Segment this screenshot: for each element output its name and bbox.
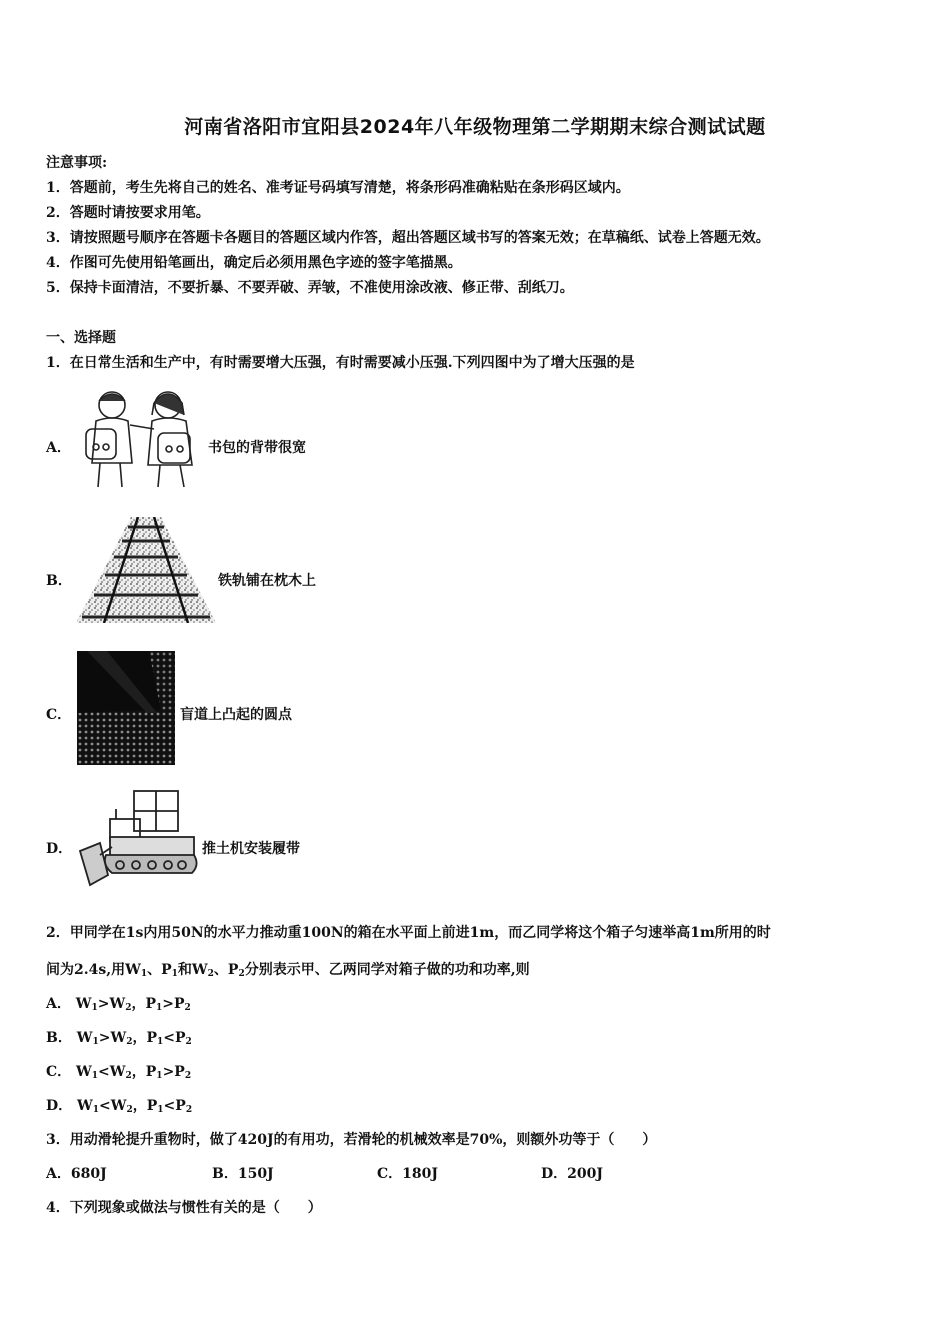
q1-option-d-text: 推土机安装履带 bbox=[202, 841, 300, 857]
relation: > bbox=[162, 1064, 175, 1080]
option-label: B． bbox=[46, 1030, 72, 1046]
symbol: W bbox=[76, 1064, 92, 1080]
option-label: C． bbox=[46, 1064, 72, 1080]
railway-track-image bbox=[76, 517, 216, 623]
section-heading: 一、选择题 bbox=[46, 330, 116, 346]
q2-option-c bbox=[46, 1061, 191, 1081]
q4-stem: 4．下列现象或做法与惯性有关的是（ ） bbox=[46, 1200, 322, 1216]
symbol: W bbox=[76, 1030, 93, 1046]
q2-stem-line-2 bbox=[46, 959, 530, 979]
symbol: P bbox=[146, 1098, 158, 1114]
subscript: 1 bbox=[171, 969, 178, 979]
subscript: 2 bbox=[207, 969, 214, 979]
q1-option-a-text: 书包的背带很宽 bbox=[208, 440, 306, 456]
q1-option-c-text: 盲道上凸起的圆点 bbox=[180, 707, 292, 723]
notice-item-1: 1．答题前，考生先将自己的姓名、准考证号码填写清楚，将条形码准确粘贴在条形码区域内。 bbox=[46, 180, 630, 196]
subscript: 1 bbox=[156, 1071, 163, 1081]
subscript: 1 bbox=[157, 1105, 164, 1115]
symbol: W bbox=[109, 996, 126, 1012]
separator: ， bbox=[132, 1030, 147, 1046]
q2-stem-part: 分别表示甲、乙两同学对箱子做的功和功率,则 bbox=[244, 962, 530, 978]
subscript: 2 bbox=[185, 1037, 192, 1047]
notice-heading: 注意事项: bbox=[46, 155, 108, 171]
q3-option-b: B．150J bbox=[212, 1166, 274, 1182]
q2-stem-line-1: 2．甲同学在1s内用50N的水平力推动重100N的箱在水平面上前进1m，而乙同学将这个箱子匀速举高1m所用的时 bbox=[46, 925, 771, 941]
relation: > bbox=[97, 996, 110, 1012]
subscript: 2 bbox=[184, 1003, 191, 1013]
subscript: 2 bbox=[126, 1105, 133, 1115]
q1-option-b-text: 铁轨铺在枕木上 bbox=[218, 573, 316, 589]
subscript: 2 bbox=[125, 1003, 132, 1013]
subscript: 2 bbox=[185, 1105, 193, 1115]
notice-item-4: 4．作图可先使用铅笔画出，确定后必须用黑色字迹的签字笔描黑。 bbox=[46, 255, 462, 271]
symbol: W bbox=[75, 996, 92, 1012]
relation: < bbox=[163, 1030, 175, 1046]
q2-stem-part: 和W bbox=[177, 962, 208, 978]
q1-option-c-label: C． bbox=[46, 707, 72, 723]
symbol: P bbox=[174, 996, 185, 1012]
symbol: W bbox=[109, 1064, 126, 1080]
separator: ， bbox=[131, 996, 146, 1012]
subscript: 1 bbox=[156, 1003, 163, 1013]
notice-item-5: 5．保持卡面清洁，不要折暴、不要弄破、弄皱，不准使用涂改液、修正带、刮纸刀。 bbox=[46, 280, 574, 296]
tactile-paving-image bbox=[77, 651, 175, 765]
subscript: 1 bbox=[140, 969, 148, 979]
q2-option-d bbox=[46, 1095, 192, 1115]
backpack-children-image bbox=[74, 385, 206, 489]
q1-option-b-label: B． bbox=[46, 573, 72, 589]
subscript: 1 bbox=[91, 1071, 99, 1081]
relation: < bbox=[98, 1064, 110, 1080]
q2-option-a bbox=[46, 993, 191, 1013]
relation: < bbox=[99, 1098, 111, 1114]
subscript: 1 bbox=[156, 1037, 164, 1047]
symbol: P bbox=[175, 1098, 186, 1114]
separator: ， bbox=[132, 1098, 147, 1114]
symbol: W bbox=[77, 1098, 93, 1114]
q3-option-c: C．180J bbox=[377, 1166, 438, 1182]
relation: < bbox=[163, 1098, 176, 1114]
notice-item-3: 3．请按照题号顺序在答题卡各题目的答题区域内作答，超出答题区域书写的答案无效；在草稿纸、试卷上答题无效。 bbox=[46, 230, 770, 246]
subscript: 2 bbox=[238, 969, 245, 979]
q1-stem: 1．在日常生活和生产中，有时需要增大压强，有时需要减小压强.下列四图中为了增大压强的是 bbox=[46, 355, 635, 371]
symbol: P bbox=[146, 1030, 157, 1046]
relation: > bbox=[162, 996, 175, 1012]
notice-item-2: 2．答题时请按要求用笔。 bbox=[46, 205, 210, 221]
q3-option-a: A．680J bbox=[46, 1166, 107, 1182]
q3-stem: 3．用动滑轮提升重物时，做了420J的有用功，若滑轮的机械效率是70%，则额外功等于（ ） bbox=[46, 1132, 657, 1148]
option-label: D． bbox=[46, 1098, 73, 1114]
subscript: 2 bbox=[125, 1071, 132, 1081]
option-label: A． bbox=[46, 996, 71, 1012]
subscript: 2 bbox=[184, 1071, 192, 1081]
subscript: 2 bbox=[126, 1037, 133, 1047]
subscript: 1 bbox=[91, 1003, 98, 1013]
q2-option-b bbox=[46, 1027, 192, 1047]
q1-option-a-label: A． bbox=[46, 440, 71, 456]
q2-stem-part: 间为2.4s,用W bbox=[46, 962, 141, 978]
symbol: W bbox=[110, 1030, 127, 1046]
relation: > bbox=[98, 1030, 111, 1046]
q3-option-d: D．200J bbox=[541, 1166, 603, 1182]
symbol: P bbox=[174, 1030, 186, 1046]
subscript: 1 bbox=[92, 1105, 100, 1115]
symbol: P bbox=[174, 1064, 185, 1080]
separator: ， bbox=[131, 1064, 146, 1080]
bulldozer-image bbox=[76, 785, 200, 889]
symbol: P bbox=[145, 1064, 157, 1080]
q2-stem-part: 、P bbox=[213, 962, 239, 978]
q1-option-d-label: D． bbox=[46, 841, 73, 857]
symbol: P bbox=[145, 996, 157, 1012]
symbol: W bbox=[110, 1098, 127, 1114]
q2-stem-part: 、P bbox=[147, 962, 172, 978]
page-title: 河南省洛阳市宜阳县2024年八年级物理第二学期期末综合测试试题 bbox=[184, 116, 766, 138]
subscript: 1 bbox=[92, 1037, 99, 1047]
